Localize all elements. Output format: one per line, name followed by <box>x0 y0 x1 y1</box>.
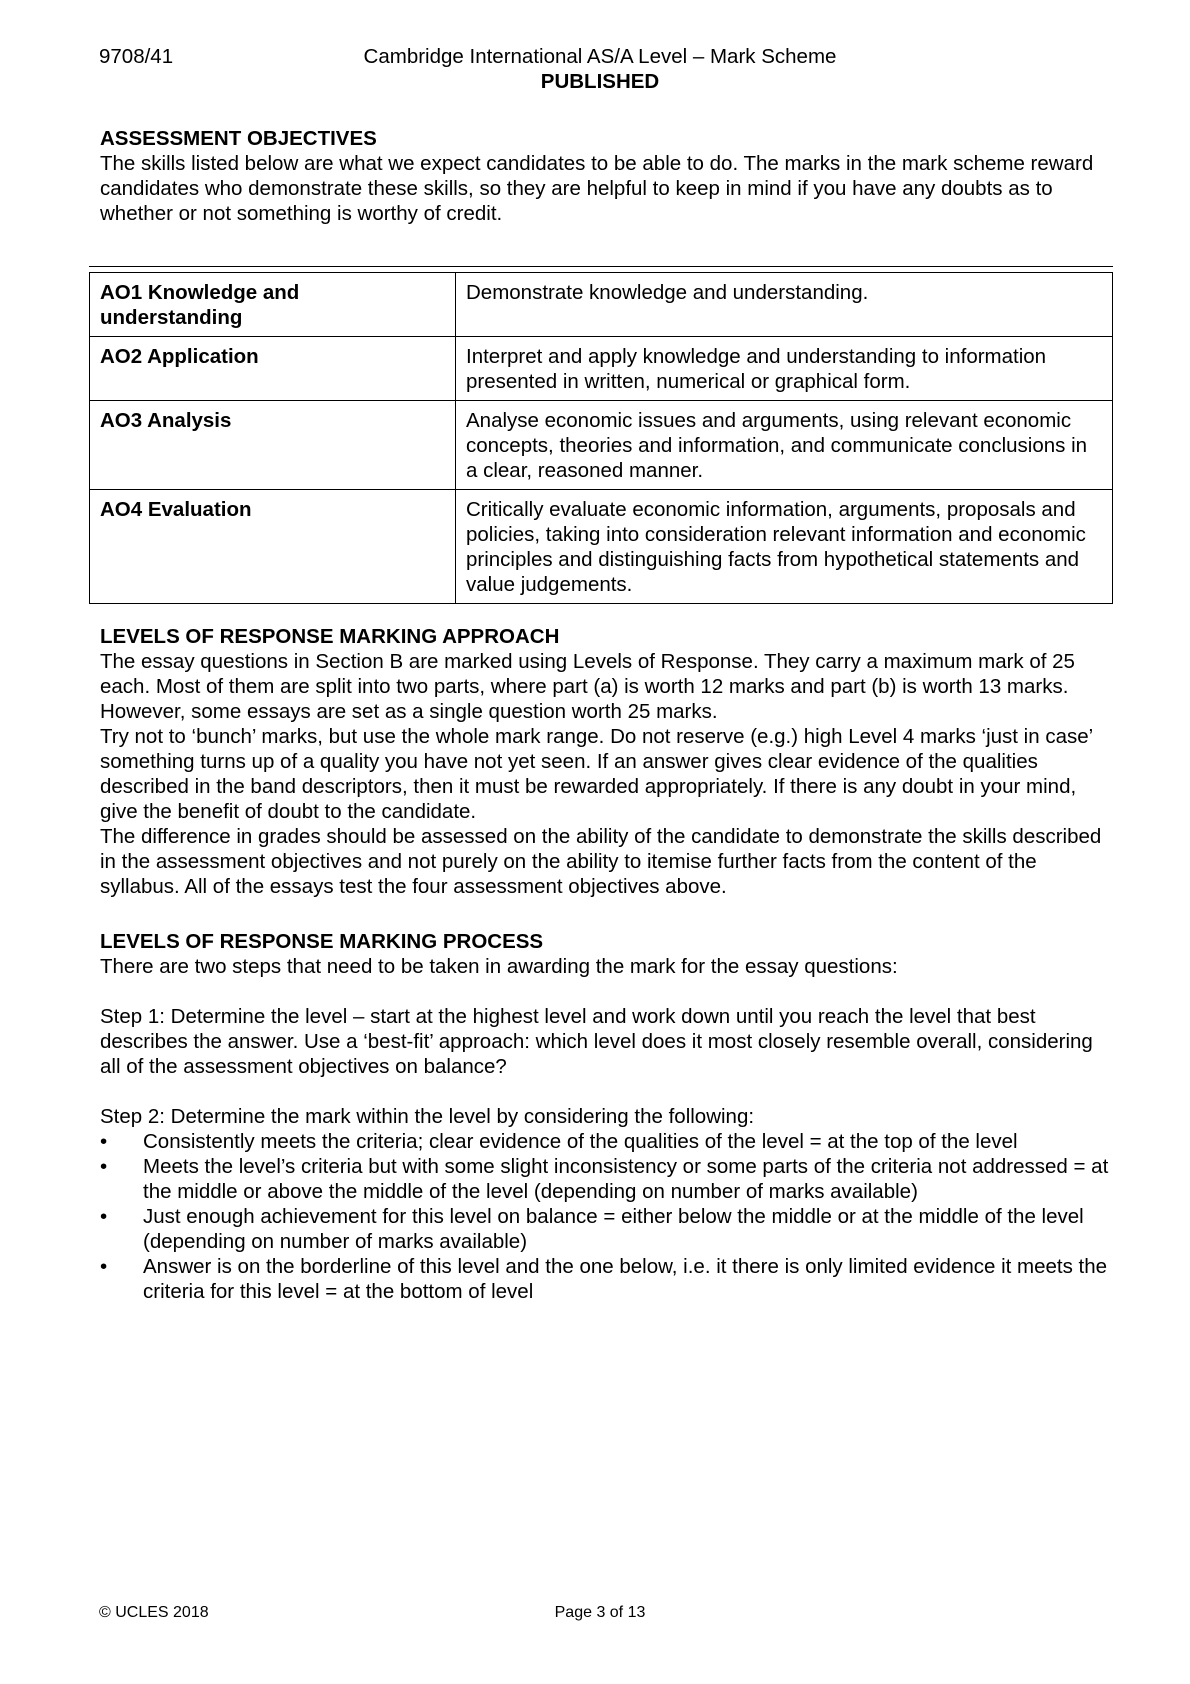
list-item-text: Just enough achievement for this level on balance = either below the middle or at the middle of the level (depending on number of marks available) <box>143 1205 1084 1253</box>
document-title: Cambridge International AS/A Level – Mark Scheme <box>363 45 837 68</box>
table-row <box>90 401 1113 490</box>
levels-approach-paragraph: The essay questions in Section B are marked using Levels of Response. They carry a maximum mark of 25 each. Most of them are split into two parts, where part (a) is worth 12 marks and part (b) is worth 13 marks. However, some essays are set as a single question worth 25 marks. <box>100 650 1075 723</box>
list-item-text: Meets the level’s criteria but with some slight inconsistency or some parts of the criteria not addressed = at the middle or above the middle of the level (depending on number of marks available) <box>143 1155 1109 1203</box>
ao-name-cell: AO3 Analysis <box>90 401 456 490</box>
step-1-text: Step 1: Determine the level – start at the highest level and work down until you reach the level that best describes the answer. Use a ‘best-fit’ approach: which level does it most closely resemble overall, considering all of the assessment objectives on balance? <box>100 1005 1093 1078</box>
levels-process-section <box>100 929 1110 1304</box>
assessment-objectives-intro: The skills listed below are what we expect candidates to be able to do. The marks in the mark scheme reward candidates who demonstrate these skills, so they are helpful to keep in mind if you have any doubts as to whether or not something is worthy of credit. <box>100 152 1094 225</box>
assessment-objectives-table <box>89 272 1113 604</box>
copyright-notice: © UCLES 2018 <box>99 1604 209 1621</box>
ao-name-cell: AO1 Knowledge and understanding <box>90 273 456 337</box>
ao-name-cell: AO2 Application <box>90 337 456 401</box>
ao-name-cell: AO4 Evaluation <box>90 490 456 604</box>
bullet-icon: • <box>100 1155 108 1178</box>
list-item <box>100 1154 1110 1204</box>
list-item-text: Answer is on the borderline of this level and the one below, i.e. it there is only limited evidence it meets the criteria for this level = at the bottom of level <box>143 1255 1108 1303</box>
levels-process-heading: LEVELS OF RESPONSE MARKING PROCESS <box>100 930 544 953</box>
levels-approach-heading: LEVELS OF RESPONSE MARKING APPROACH <box>100 625 560 648</box>
levels-approach-section <box>100 624 1110 899</box>
assessment-objectives-heading: ASSESSMENT OBJECTIVES <box>100 127 377 150</box>
table-row <box>90 273 1113 337</box>
document-status: PUBLISHED <box>540 70 660 93</box>
list-item <box>100 1254 1110 1304</box>
table-row <box>90 490 1113 604</box>
list-item <box>100 1204 1110 1254</box>
levels-approach-paragraph: The difference in grades should be assessed on the ability of the candidate to demonstrate the skills described in the assessment objectives and not purely on the ability to itemise further facts from the content of the syllabus. All of the essays test the four assessment objectives above. <box>100 825 1102 898</box>
list-item-text: Consistently meets the criteria; clear evidence of the qualities of the level = at the top of the level <box>143 1130 1018 1153</box>
bullet-icon: • <box>100 1205 108 1228</box>
step-2-text: Step 2: Determine the mark within the level by considering the following: <box>100 1105 755 1128</box>
document-header <box>300 44 900 94</box>
levels-process-intro: There are two steps that need to be taken in awarding the mark for the essay questions: <box>100 955 898 978</box>
list-item <box>100 1129 1110 1154</box>
bullet-icon: • <box>100 1130 108 1153</box>
table-row <box>90 337 1113 401</box>
paper-code: 9708/41 <box>99 45 174 68</box>
ao-description-cell: Critically evaluate economic information, arguments, proposals and policies, taking into consideration relevant information and economic principles and distinguishing facts from hypothetical statements and value judgements. <box>456 490 1113 604</box>
ao-description-cell: Interpret and apply knowledge and understanding to information presented in written, numerical or graphical form. <box>456 337 1113 401</box>
ao-description-cell: Demonstrate knowledge and understanding. <box>456 273 1113 337</box>
ao-description-cell: Analyse economic issues and arguments, using relevant economic concepts, theories and information, and communicate conclusions in a clear, reasoned manner. <box>456 401 1113 490</box>
step-2-criteria-list <box>100 1129 1110 1304</box>
table-top-rule <box>89 266 1113 267</box>
page-number: Page 3 of 13 <box>554 1604 646 1621</box>
assessment-objectives-section <box>100 126 1110 226</box>
levels-approach-paragraph: Try not to ‘bunch’ marks, but use the whole mark range. Do not reserve (e.g.) high Level 4 marks ‘just in case’ something turns up of a quality you have not yet seen. If an answer gives clear evidence of the qualities described in the band descriptors, then it must be rewarded appropriately. If there is any doubt in your mind, give the benefit of doubt to the candidate. <box>100 725 1093 823</box>
bullet-icon: • <box>100 1255 108 1278</box>
